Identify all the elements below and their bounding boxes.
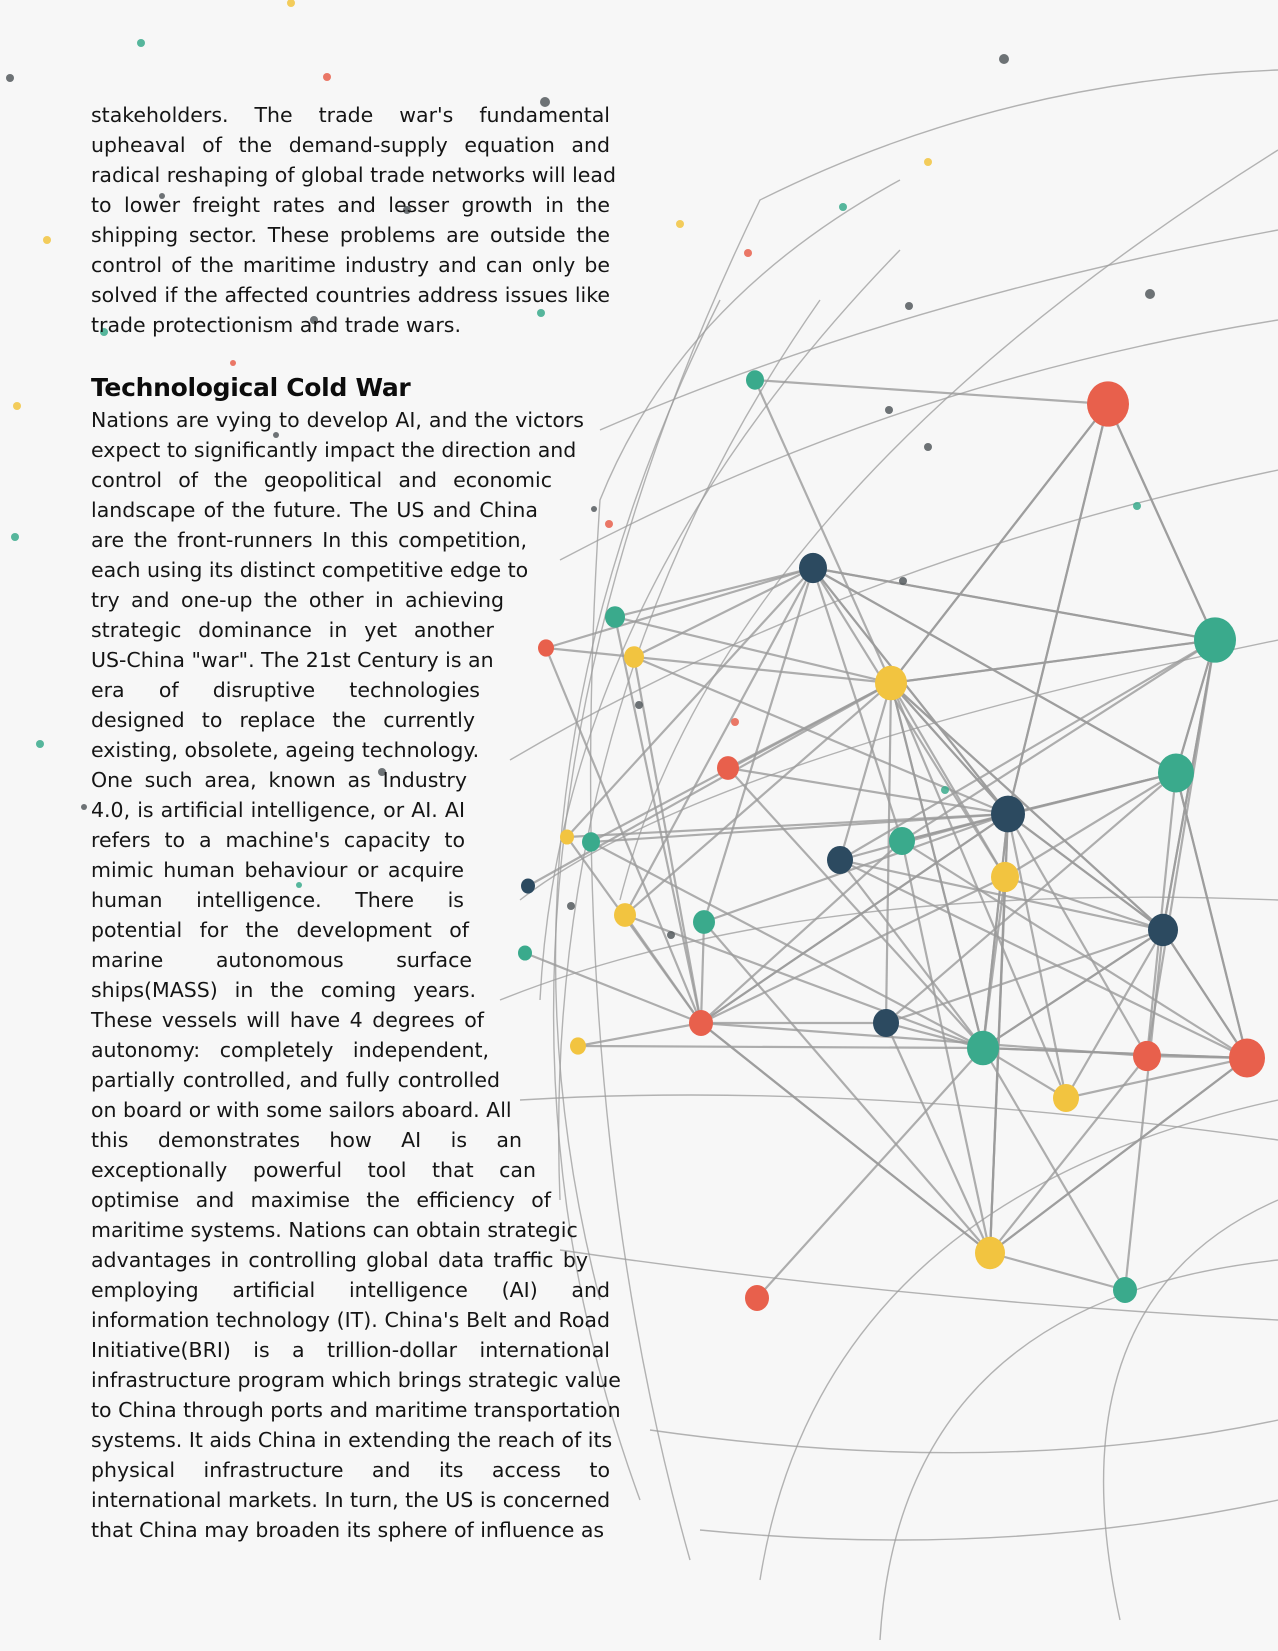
body-line: existing, obsolete, ageing technology. (91, 738, 480, 762)
body-line: each using its distinct competitive edge to (91, 558, 529, 582)
body-line: era of disruptive technologies (91, 678, 480, 702)
body-line: potential for the development of (91, 918, 469, 942)
intro-line: solved if the affected countries address issues like (91, 283, 610, 307)
body-line: marine autonomous surface (91, 948, 472, 972)
body-line: ships(MASS) in the coming years. (91, 978, 476, 1002)
body-line: try and one-up the other in achieving (91, 588, 504, 612)
intro-line: shipping sector. These problems are outside the (91, 223, 610, 247)
intro-line: upheaval of the demand-supply equation and (91, 133, 610, 157)
intro-line: to lower freight rates and lesser growth in the (91, 193, 610, 217)
body-line: to China through ports and maritime transportation (91, 1398, 621, 1422)
body-line: partially controlled, and fully controlled (91, 1068, 500, 1092)
body-line: exceptionally powerful tool that can (91, 1158, 536, 1182)
body-line: that China may broaden its sphere of influence as (91, 1518, 605, 1542)
body-line: maritime systems. Nations can obtain strategic (91, 1218, 578, 1242)
body-line: US-China "war". The 21st Century is an (91, 648, 494, 672)
body-line: strategic dominance in yet another (91, 618, 494, 642)
body-line: on board or with some sailors aboard. All (91, 1098, 512, 1122)
section-body (91, 405, 621, 1545)
body-line: One such area, known as Industry (91, 768, 467, 792)
body-line: landscape of the future. The US and China (91, 498, 538, 522)
body-line: Nations are vying to develop AI, and the victors (91, 408, 584, 432)
intro-paragraph (91, 100, 616, 340)
intro-line: stakeholders. The trade war's fundamental (91, 103, 610, 127)
body-line: international markets. In turn, the US is concerned (91, 1488, 611, 1512)
body-line: employing artificial intelligence (AI) and (91, 1278, 610, 1302)
intro-line: trade protectionism and trade wars. (91, 313, 461, 337)
body-line: These vessels will have 4 degrees of (91, 1008, 484, 1032)
body-line: Initiative(BRI) is a trillion-dollar international (91, 1338, 610, 1362)
intro-line: radical reshaping of global trade networks will lead (91, 163, 616, 187)
body-line: designed to replace the currently (91, 708, 475, 732)
body-line: human intelligence. There is (91, 888, 464, 912)
body-line: infrastructure program which brings strategic value (91, 1368, 621, 1392)
body-line: physical infrastructure and its access to (91, 1458, 610, 1482)
body-line: control of the geopolitical and economic (91, 468, 552, 492)
body-line: mimic human behaviour or acquire (91, 858, 464, 882)
body-line: are the front-runners In this competition, (91, 528, 527, 552)
body-line: refers to a machine's capacity to (91, 828, 465, 852)
body-line: expect to significantly impact the direction and (91, 438, 577, 462)
body-line: systems. It aids China in extending the reach of its (91, 1428, 613, 1452)
body-line: 4.0, is artificial intelligence, or AI. AI (91, 798, 465, 822)
section-heading: Technological Cold War (91, 373, 411, 402)
intro-line: control of the maritime industry and can only be (91, 253, 610, 277)
body-line: autonomy: completely independent, (91, 1038, 489, 1062)
body-line: optimise and maximise the efficiency of (91, 1188, 551, 1212)
body-line: this demonstrates how AI is an (91, 1128, 522, 1152)
body-line: information technology (IT). China's Belt and Road (91, 1308, 610, 1332)
body-line: advantages in controlling global data traffic by (91, 1248, 588, 1272)
